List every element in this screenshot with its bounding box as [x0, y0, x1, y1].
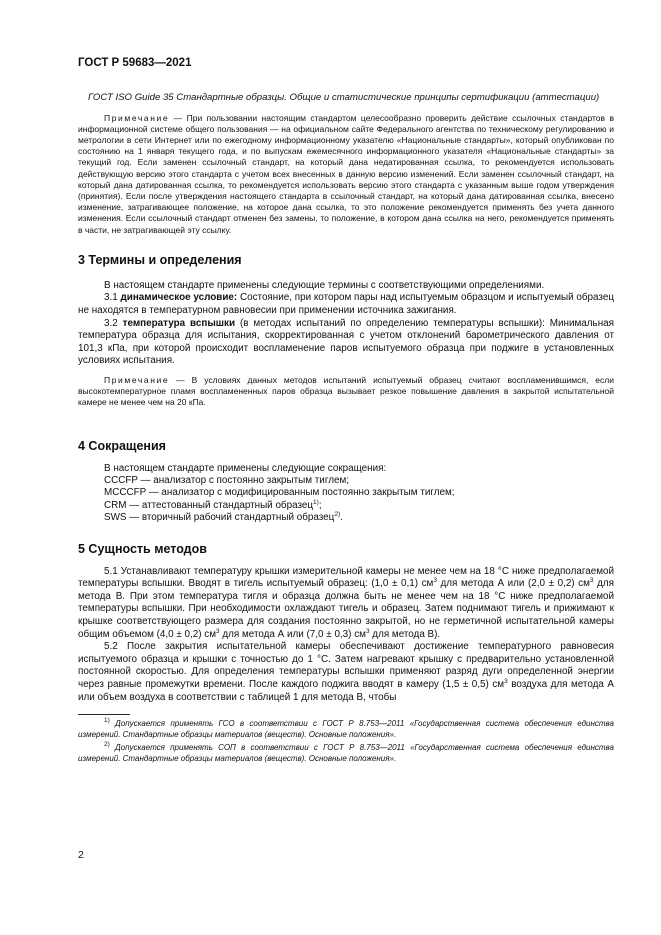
term-note	[78, 375, 614, 409]
abbreviation-list	[78, 463, 614, 525]
term-number: 3.1	[104, 292, 121, 304]
term-3-1	[78, 292, 614, 317]
term-name: температура вспышки	[122, 317, 236, 329]
term-definition: (в методах испытаний по определению температуры вспышки): Минимальная температура образца для испытания, скорректированная с учетом отклонений барометрического давления от 101,3 кПа, при которой происходит воспламенение паров испытуемого образца при поджиге в установленных условиях испытания.	[78, 317, 614, 367]
footnote-ref: 2)	[334, 511, 341, 519]
text-run: для метода В. При этом температура тигля и образца должна быть не менее чем на 18 °С ниже предполагаемой температуры вспышки. При необходимости охлаждают тигель и образец. Затем поднимают тигель и прижимают к крышке соответствующего размера для создания постоянно закрытой, но не герметичной испытательной камеры общим объемом (4,0 ± 0,2) см	[78, 578, 614, 640]
term-definition: Состояние, при котором пары над испытуемым образцом и испытуемый образец не находятся в температурном равновесии при применении источника зажигания.	[78, 292, 614, 317]
section-5-heading: 5 Сущность методов	[78, 541, 207, 556]
footnote-text: Допускается применять СОП в соответствии с ГОСТ Р 8.753—2011 «Государственная система обеспечения единства измерений. Стандартные образцы материалов (веществ). Основные положения».	[78, 743, 614, 763]
footnote-2	[78, 743, 614, 764]
normative-reference: ГОСТ ISO Guide 35 Стандартные образцы. Общие и статистические принципы сертификации (аттестации)	[88, 92, 600, 103]
text-run: для метода В).	[369, 628, 441, 640]
text-run: для метода А или (7,0 ± 0,3) см	[219, 628, 366, 640]
note-text: — В условиях данных методов испытаний испытуемый образец считают воспламенившимся, если высокотемпературное пламя воспламененных паров образца вызывает резкое повышение давления в закрытой испытательной камере не менее чем на 20 кПа.	[78, 374, 614, 408]
paragraph-5-2	[78, 641, 614, 704]
superscript: 3	[365, 627, 370, 635]
text-run: 5.2 После закрытия испытательной камеры обеспечивают достижение температурного равновесия испытуемого образца и крышки с точностью до 1 °С. Затем нагревают крышку с предварительно установленной постоянной скоростью. Для определения температуры вспышки применяют разряд дуги определенной энергии через равные промежутки времени. После каждого поджига вводят в камеру (1,5 ± 0,5) см	[78, 641, 614, 690]
superscript: 3	[433, 577, 437, 585]
term-number: 3.2	[104, 317, 123, 329]
term-3-2	[78, 318, 614, 368]
footnote-ref: 1)	[313, 498, 319, 506]
superscript: 3	[216, 627, 220, 635]
section-3-intro: В настоящем стандарте применены следующие термины с соответствующими определениями.	[104, 279, 545, 291]
abbreviation-end: ;	[318, 499, 322, 511]
text-run: 5.1 Устанавливают температуру крышки измерительной камеры не менее чем на 18 °С ниже предполагаемой температуры вспышки. Вводят в тигель испытуемый образец: (1,0 ± 0,1) см	[78, 565, 614, 590]
footnote-separator	[78, 714, 130, 715]
text-run: для метода А или (2,0 ± 0,2) см	[436, 578, 590, 590]
superscript: 3	[504, 677, 508, 685]
footnote-1	[78, 719, 614, 740]
abbreviation-text: SWS — вторичный рабочий стандартный образец	[104, 512, 335, 524]
term-name: динамическое условие:	[120, 292, 238, 304]
superscript: 3	[589, 577, 594, 585]
note-text: — При пользовании настоящим стандартом целесообразно проверить действие ссылочных стандартов в информационной системе общего пользования — на официальном сайте Федерального агентства по техническому регулированию и метрологии в сети Интернет или по ежегодному информационному указателю «Национальные стандарты», который опубликован по состоянию на 1 января текущего года, и по выпускам ежемесячного информационного указателя «Национальные стандарты» за текущий год. Если заменен ссылочный стандарт, на который дана недатированная ссылка, то рекомендуется использовать действующую версию этого стандарта с учетом всех внесенных в данную версию изменений. Если заменен ссылочный стандарт, на который дана датированная ссылка, то рекомендуется использовать версию этого стандарта с указанным выше годом утверждения (принятия). Если после утверждения настоящего стандарта в ссылочный стандарт, на который дана датированная ссылка, внесено изменение, затрагивающее положение, на которое дана ссылка, то это положение рекомендуется применять без учета данного изменения. Если ссылочный стандарт отменен без замены, то положение, в котором дана ссылка на него, рекомендуется применять в части, не затрагивающей эту ссылку.	[78, 112, 614, 235]
abbreviation-item: MCCCFP — анализатор с модифицированным постоянно закрытым тиглем;	[104, 487, 455, 499]
abbreviation-end: .	[340, 512, 343, 524]
reference-note	[78, 113, 614, 236]
abbreviation-text: CRM — аттестованный стандартный образец	[104, 499, 314, 511]
footnote-mark: 1)	[104, 717, 110, 725]
paragraph-5-1	[78, 566, 614, 642]
section-3-heading: 3 Термины и определения	[78, 252, 242, 267]
document-header: ГОСТ Р 59683—2021	[78, 57, 192, 69]
abbreviation-item: CCCFP — анализатор с постоянно закрытым тиглем;	[104, 475, 349, 486]
footnote-text: Допускается применять ГСО в соответствии с ГОСТ Р 8.753—2011 «Государственная система обеспечения единства измерений. Стандартные образцы материалов (веществ). Основные положения».	[78, 719, 614, 739]
text-run: воздуха для метода А или объем воздуха в соответствии с таблицей 1 для метода В, чтобы	[78, 678, 614, 703]
note-label: Примечание	[104, 112, 170, 123]
note-label: Примечание	[104, 374, 170, 385]
page-number: 2	[78, 849, 84, 861]
abbreviation-item	[78, 512, 614, 524]
abbreviations-intro: В настоящем стандарте применены следующие сокращения:	[104, 462, 387, 474]
page-content	[78, 92, 614, 765]
section-4-heading: 4 Сокращения	[78, 438, 166, 453]
footnote-mark: 2)	[104, 741, 110, 749]
abbreviation-item	[78, 500, 614, 512]
